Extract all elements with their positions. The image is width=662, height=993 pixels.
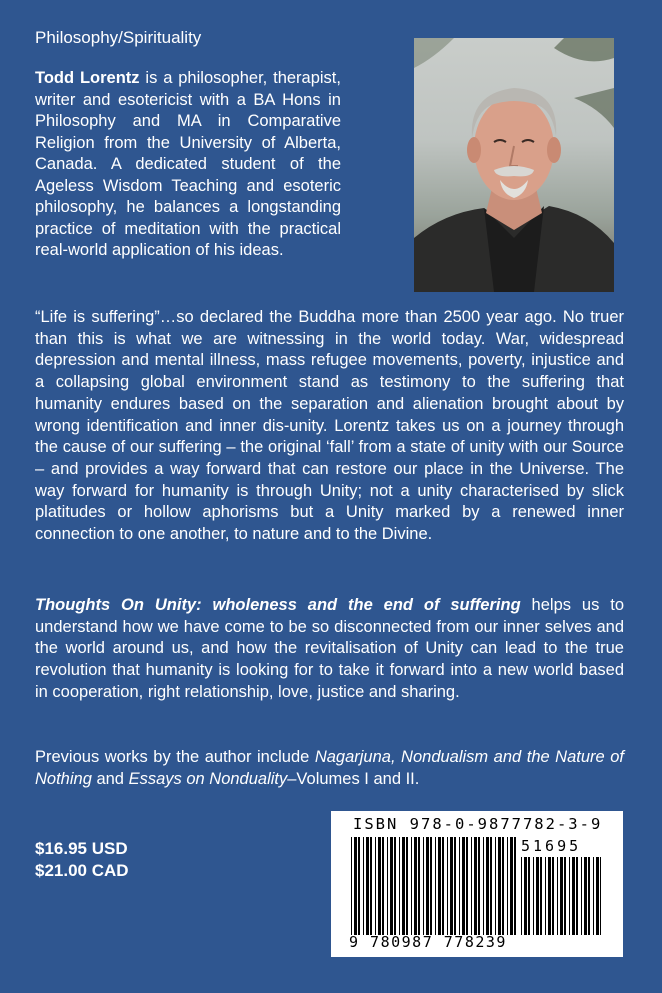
barcode-bar	[521, 857, 522, 935]
previous-works-tail: –Volumes I and II.	[287, 769, 420, 788]
barcode-bar	[471, 837, 472, 935]
price-usd: $16.95 USD	[35, 839, 128, 858]
barcode-bar	[399, 837, 400, 935]
barcode-bar	[576, 857, 578, 935]
barcode-bar	[478, 837, 480, 935]
barcode-bar	[540, 857, 542, 935]
barcode-bar	[411, 837, 412, 935]
barcode-bar	[581, 857, 582, 935]
barcode-bar	[430, 837, 432, 935]
barcode-bar	[495, 837, 496, 935]
barcode-bar	[502, 837, 504, 935]
barcode-bar	[351, 837, 352, 935]
barcode-bar	[557, 857, 558, 935]
barcode-bar	[593, 857, 594, 935]
barcode-bar	[474, 837, 477, 935]
barcode-bar	[394, 837, 396, 935]
previous-works-paragraph	[35, 747, 624, 790]
barcode-bar	[363, 837, 364, 935]
barcode-bar	[354, 837, 357, 935]
barcode-bar	[524, 857, 527, 935]
isbn-barcode	[331, 811, 623, 957]
barcode-bar	[447, 837, 448, 935]
barcode-bar	[552, 857, 554, 935]
barcode-bar	[533, 857, 534, 935]
barcode-bar	[382, 837, 384, 935]
barcode-bar	[507, 837, 508, 935]
barcode-bar	[442, 837, 444, 935]
previous-works-lead: Previous works by the author include	[35, 748, 315, 766]
barcode-bar	[358, 837, 360, 935]
author-photo	[414, 38, 614, 292]
barcode-bar	[418, 837, 420, 935]
barcode-bar	[564, 857, 566, 935]
category-label: Philosophy/Spirituality	[35, 28, 202, 47]
barcode-bar	[462, 837, 465, 935]
book-summary-text: helps us to understand how we have come to be so disconnected from our inner selves and the world around us, and how the revitalisation of Unity can lead to the true revolution that humanity is looking for to take it forward into a new world based in cooperation, right relationship, love, justice and sharing.	[35, 596, 624, 701]
price-code-text: 51695	[521, 837, 582, 855]
barcode-bar	[435, 837, 436, 935]
barcode-bar	[406, 837, 408, 935]
previous-work-title-1: Nagarjuna, Nondualism and the Nature of Nothing	[35, 748, 624, 788]
barcode-bar	[536, 857, 539, 935]
barcode-bar	[370, 837, 372, 935]
barcode-bar	[486, 837, 489, 935]
barcode-bar	[528, 857, 530, 935]
author-photo-illustration	[414, 38, 614, 292]
barcode-bar	[375, 837, 376, 935]
isbn-text: ISBN 978-0-9877782-3-9	[353, 815, 603, 833]
barcode-bar	[378, 837, 381, 935]
barcode-bar	[584, 857, 587, 935]
barcode-bar	[426, 837, 429, 935]
barcode-bar	[387, 837, 388, 935]
price-cad: $21.00 CAD	[35, 861, 129, 880]
ean-digits: 9 780987 778239	[349, 933, 507, 951]
previous-work-title-2: Essays on Nonduality	[128, 769, 288, 788]
book-summary-paragraph	[35, 595, 624, 704]
author-name: Todd Lorentz	[35, 69, 140, 87]
barcode-bar	[545, 857, 546, 935]
barcode-bar	[414, 837, 417, 935]
barcode-bar	[466, 837, 468, 935]
author-bio-text: is a philosopher, therapist, writer and esotericist with a BA Hons in Philosophy and MA in Comparative Religion from the University of Alberta, Canada. A dedicated student of the Ageless Wisdom Teaching and esoteric philosophy, he balances a longstanding practice of meditation with the practical real-world application of his ideas.	[35, 69, 341, 259]
barcode-bar	[510, 837, 513, 935]
barcode-bar	[490, 837, 492, 935]
barcode-bar	[454, 837, 456, 935]
barcode-bar	[366, 837, 369, 935]
barcode-bar	[600, 857, 601, 935]
barcode-bar	[459, 837, 460, 935]
barcode-bar	[423, 837, 424, 935]
barcode-bar	[588, 857, 590, 935]
barcode-bar	[572, 857, 575, 935]
barcode-bar	[596, 857, 599, 935]
barcode-bar	[438, 837, 441, 935]
barcode-bar	[548, 857, 551, 935]
previous-works-conjunction: and	[91, 769, 129, 788]
price-block	[35, 838, 129, 882]
author-bio	[35, 68, 341, 262]
barcode-bar	[569, 857, 570, 935]
barcode-bar	[560, 857, 563, 935]
book-title: Thoughts On Unity: wholeness and the end of suffering	[35, 596, 521, 614]
barcode-bar	[498, 837, 501, 935]
barcode-bar	[514, 837, 516, 935]
description-paragraph: “Life is suffering”…so declared the Buddha more than 2500 year ago. No truer than this is what we are witnessing in the world today. War, widespread depression and mental illness, mass refugee movements, poverty, injustice and a collapsing global environment stand as testimony to the suffering that humanity endures based on the separation and alienation brought about by wrong identification and inner dis-unity. Lorentz takes us on a journey through the cause of our suffering – the original ‘fall’ from a state of unity with our Source – and provides a way forward that can restore our place in the Universe. The way forward for humanity is through Unity; not a unity characterised by slick platitudes or hollow aphorisms but a Unity marked by a renewed inner connection to one another, to nature and to the Divine.	[35, 308, 624, 544]
barcode-bar	[402, 837, 405, 935]
barcode-bar	[483, 837, 484, 935]
barcode-bar	[390, 837, 393, 935]
barcode-bar	[450, 837, 453, 935]
